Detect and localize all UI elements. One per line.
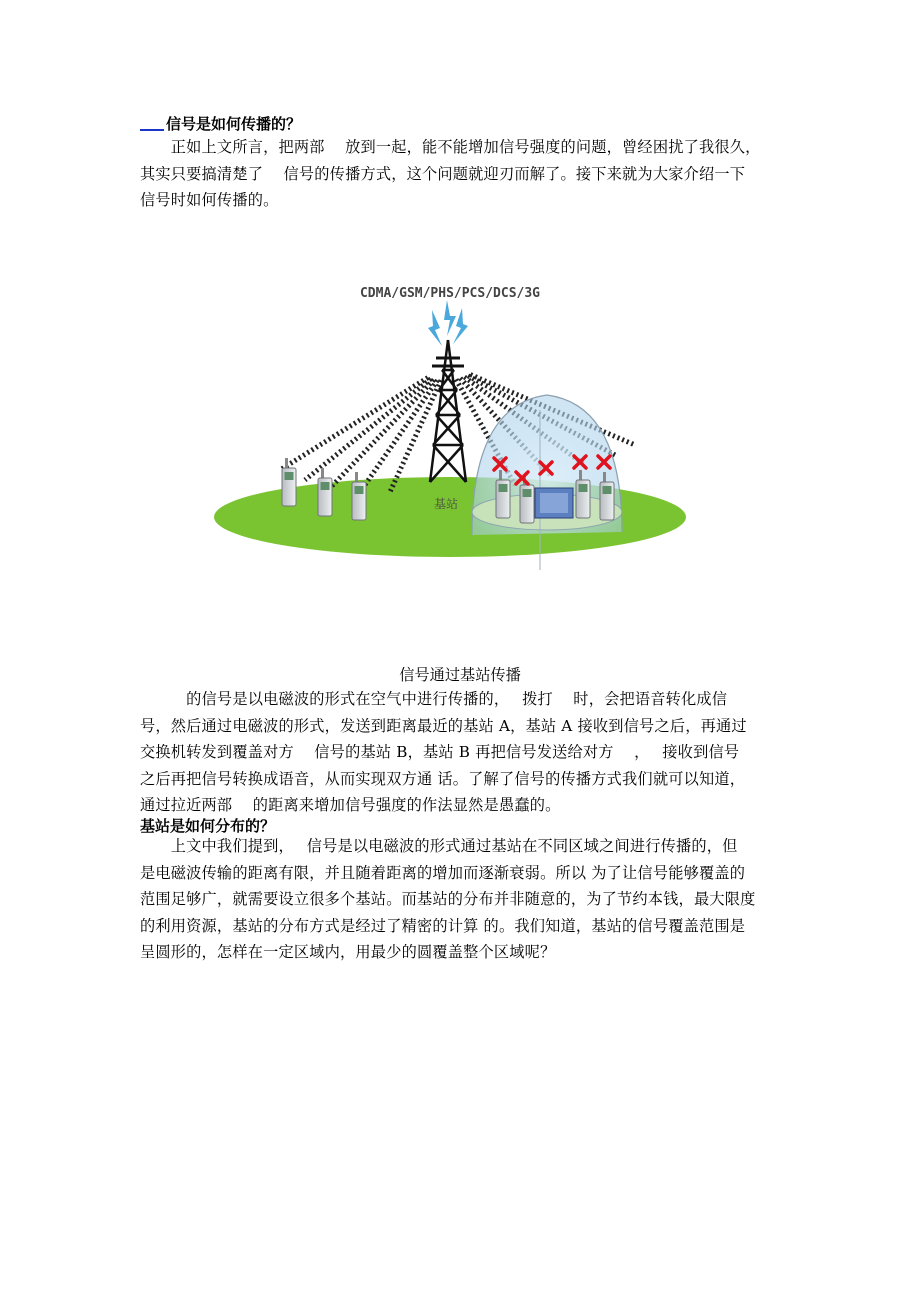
text-line: 其实只要搞清楚了 信号的传播方式，这个问题就迎刃而解了。接下来就为大家介绍一下 (140, 164, 746, 183)
text-line: 上文中我们提到， 信号是以电磁波的形式通过基站在不同区域之间进行传播的，但 (140, 837, 738, 855)
heading-text: 信号是如何传播的？ (166, 115, 302, 133)
heading-underline-link[interactable] (140, 115, 164, 131)
phone-icon (352, 472, 366, 520)
paragraph-intro (140, 134, 780, 214)
text-line: 范围足够广，就需要设立很多个基站。而基站的分布并非随意的，为了节约本钱，最大限度 (140, 890, 756, 908)
network-standards-label: CDMA/GSM/PHS/PCS/DCS/3G (359, 286, 541, 301)
tower-icon (430, 340, 466, 482)
text-line: 通过拉近两部 的距离来增加信号强度的作法显然是愚蠢的。 (140, 796, 561, 814)
text-line: 之后再把信号转换成语音，从而实现双方通 话。了解了信号的传播方式我们就可以知道， (140, 769, 746, 788)
figure-caption: 信号通过基站传播 (399, 666, 521, 684)
text-line: 是电磁波传输的距离有限，并且随着距离的增加而逐渐衰弱。所以 为了让信号能够覆盖的 (140, 863, 746, 882)
phone-icon (318, 468, 332, 516)
lightning-icon (428, 300, 468, 346)
text-line: 正如上文所言，把两部 放到一起，能不能增加信号强度的问题，曾经困扰了我很久， (140, 138, 761, 156)
section-heading-distribution: 基站是如何分布的？ (140, 817, 276, 835)
phone-icon (282, 458, 296, 506)
signal-ray (305, 379, 431, 480)
text-line: 的利用资源，基站的分布方式是经过了精密的计算 的。我们知道，基站的信号覆盖范围是 (140, 916, 746, 935)
text-line: 呈圆形的，怎样在一定区域内，用最少的圆覆盖整个区域呢？ (140, 943, 556, 961)
signal-ray (360, 380, 437, 492)
paragraph-signal-transmission (140, 686, 780, 819)
section-heading-propagation (140, 113, 301, 134)
base-station-illustration (210, 270, 700, 590)
text-line: 号，然后通过电磁波的形式，发送到距离最近的基站 A，基站 A 接收到信号之后，再通过 (140, 716, 747, 735)
signal-ray (280, 378, 428, 470)
text-line: 交换机转发到覆盖对方 信号的基站 B，基站 B 再把信号发送给对方 ， 接收到信号 (140, 743, 740, 761)
text-line: 的信号是以电磁波的形式在空气中进行传播的， 拨打 时，会把语音转化成信 (140, 690, 728, 708)
tower-label: 基站 (433, 497, 459, 511)
signal-ray (330, 380, 434, 488)
text-line: 信号时如何传播的。 (140, 191, 279, 209)
paragraph-distribution (140, 833, 780, 966)
